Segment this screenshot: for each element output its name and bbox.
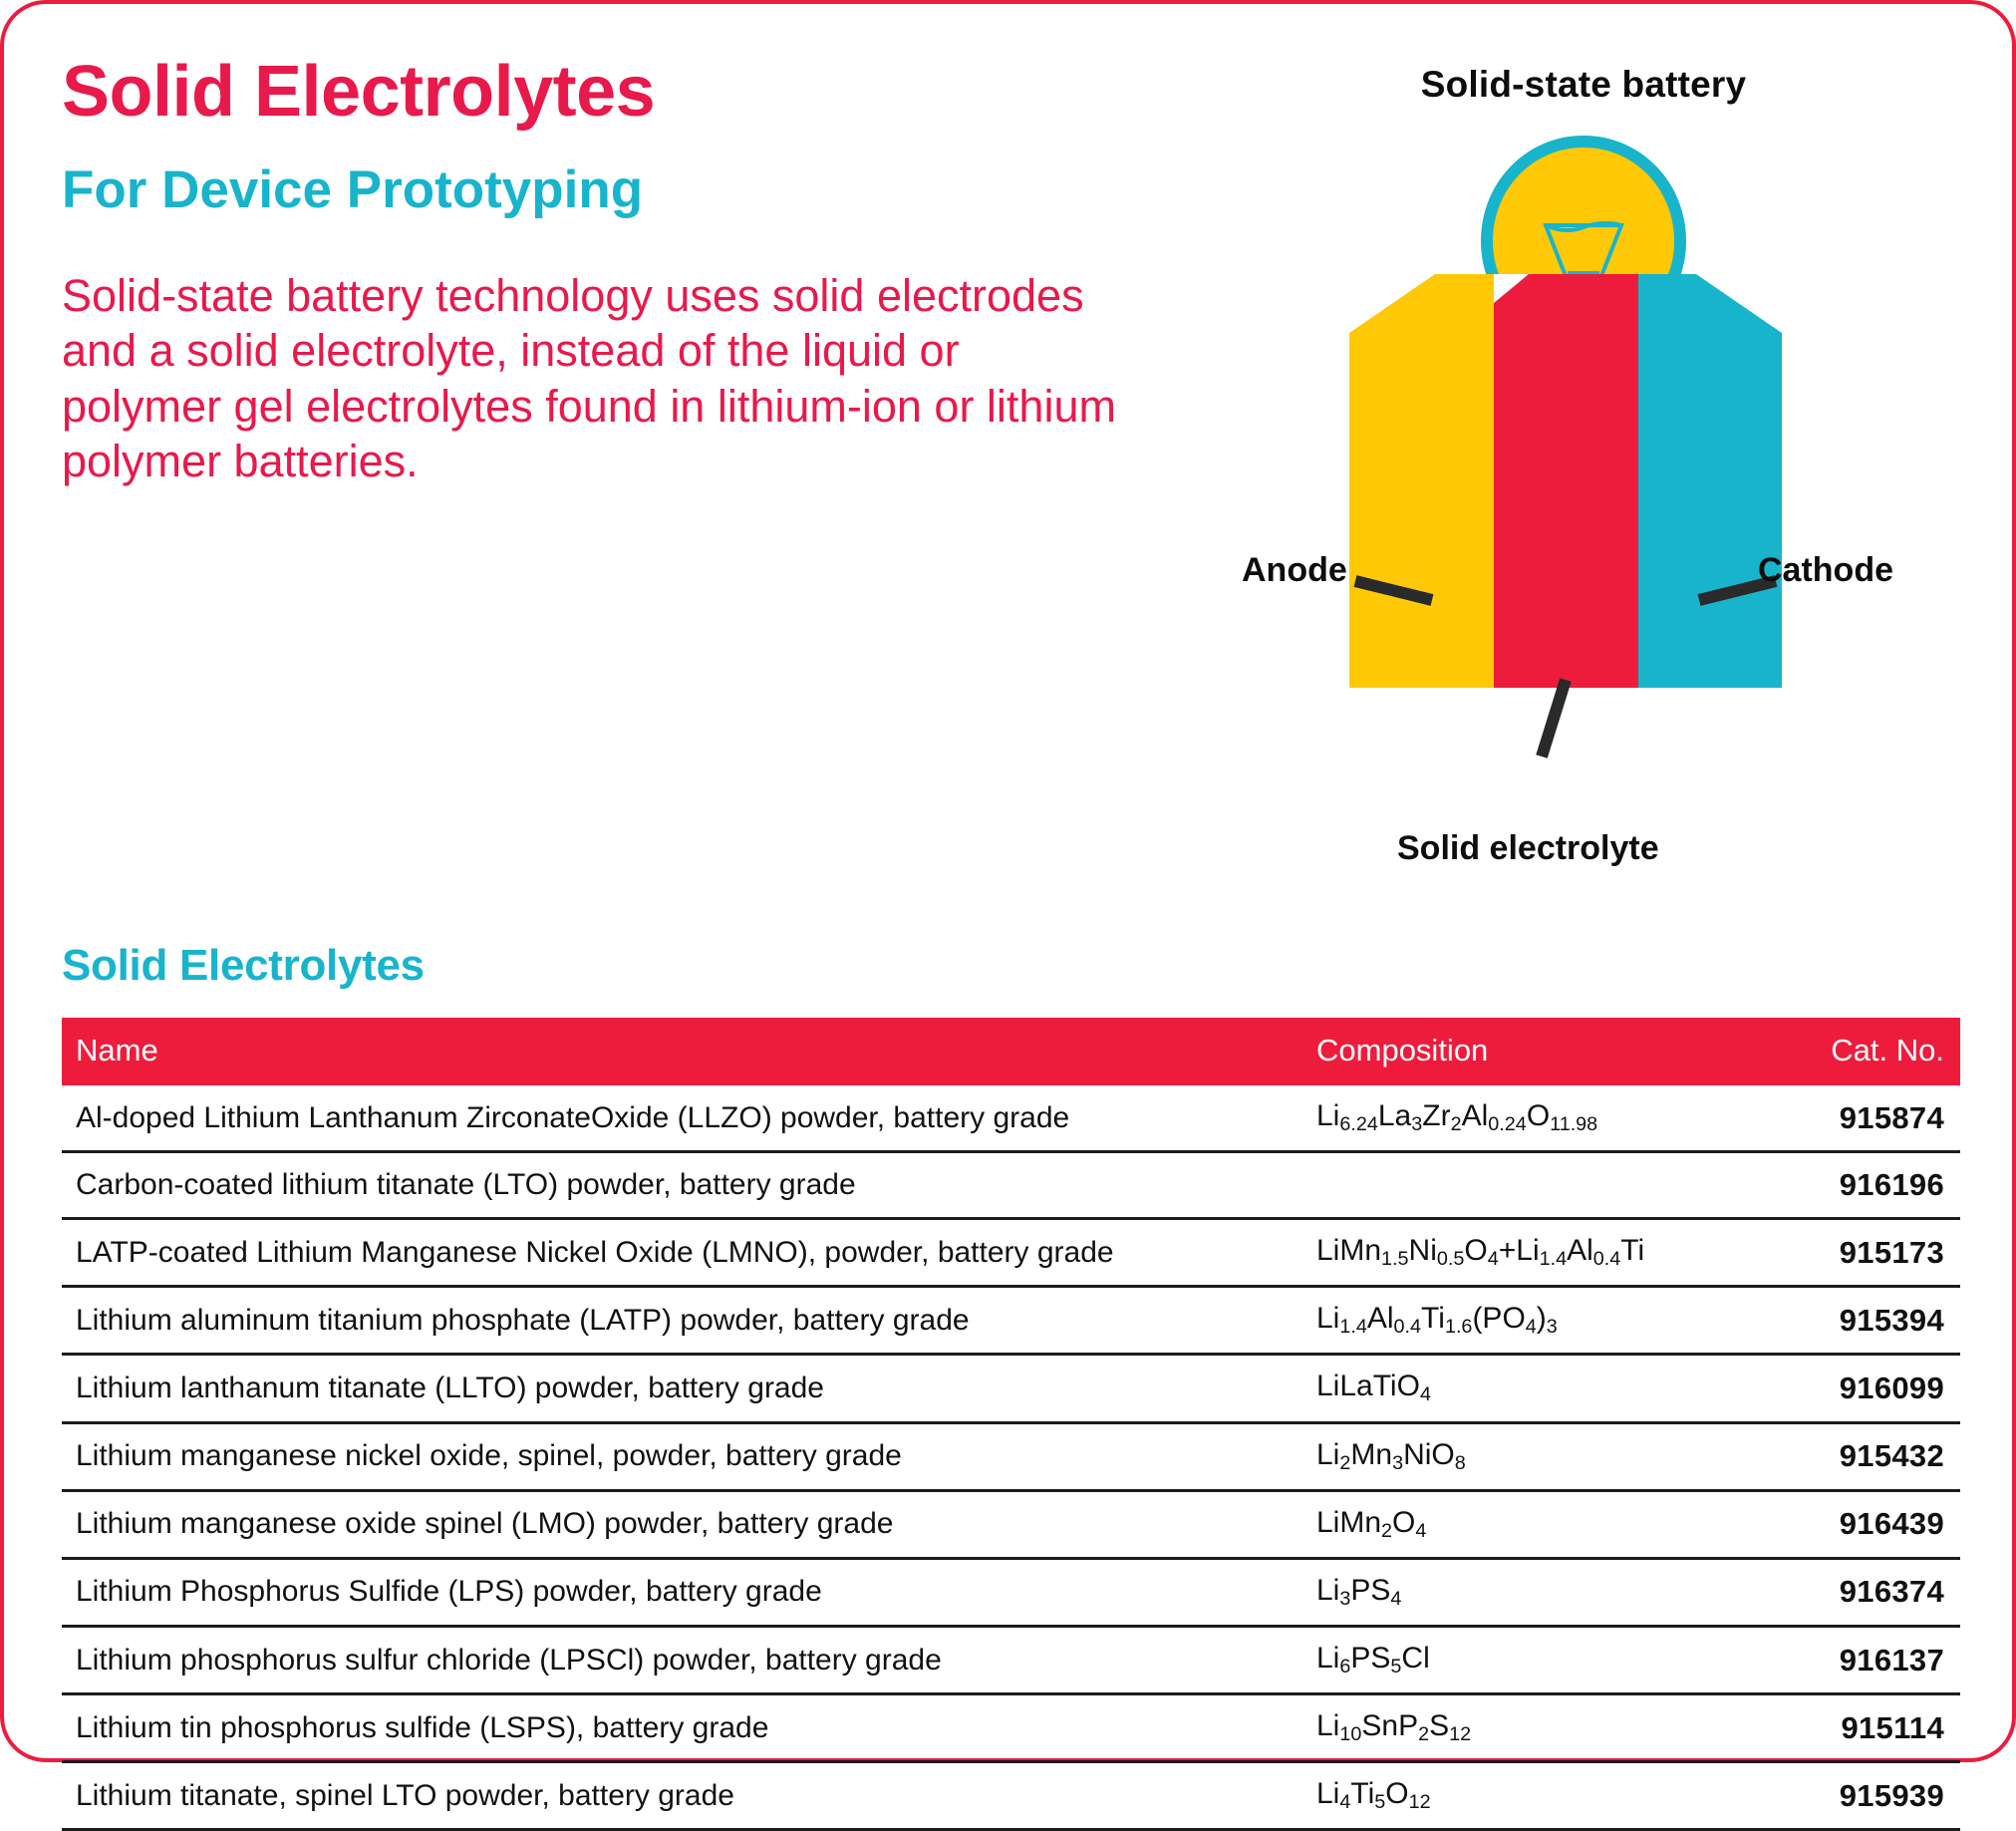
electrolyte-leader-line (1542, 680, 1566, 757)
table-header (62, 1018, 1960, 1085)
table-row (62, 1558, 1960, 1626)
solid-electrolytes-table (62, 1018, 1960, 1831)
cell-product-name: Lithium Phosphorus Sulfide (LPS) powder, battery grade (62, 1558, 1302, 1626)
table-body (62, 1085, 1960, 1830)
battery-body (1349, 274, 1782, 688)
table-row (62, 1355, 1960, 1422)
cell-catalog-number: 916374 (1781, 1558, 1960, 1626)
table-row (62, 1152, 1960, 1219)
table-row (62, 1626, 1960, 1693)
table-row (62, 1219, 1960, 1287)
cell-product-name: Al-doped Lithium Lanthanum ZirconateOxide (LLZO) powder, battery grade (62, 1085, 1302, 1152)
cell-catalog-number: 915874 (1781, 1085, 1960, 1152)
cell-product-name: Lithium phosphorus sulfur chloride (LPSCl) powder, battery grade (62, 1626, 1302, 1693)
page-title: Solid Electrolytes (62, 52, 656, 132)
column-header-composition: Composition (1302, 1018, 1781, 1085)
cell-composition (1302, 1152, 1781, 1219)
cell-product-name: Lithium aluminum titanium phosphate (LATP) powder, battery grade (62, 1287, 1302, 1355)
cell-catalog-number: 915114 (1781, 1694, 1960, 1762)
label-solid-electrolyte: Solid electrolyte (1397, 829, 1659, 867)
column-header-name: Name (62, 1018, 1302, 1085)
cell-composition: $Li_{6.24}La_3Zr_2Al_{0.24}O_{11.98}$ (1302, 1085, 1781, 1152)
cell-composition: $Li_4Ti_5O_{12}$ (1302, 1762, 1781, 1830)
cell-catalog-number: 915432 (1781, 1422, 1960, 1490)
table-header-row (62, 1018, 1960, 1085)
solid-state-battery-diagram (1190, 54, 1977, 881)
table-row (62, 1490, 1960, 1558)
table-row (62, 1287, 1960, 1355)
cell-catalog-number: 916196 (1781, 1152, 1960, 1219)
cell-product-name: Lithium titanate, spinel LTO powder, battery grade (62, 1762, 1302, 1830)
label-anode: Anode (1242, 551, 1347, 589)
column-header-catalog: Cat. No. (1781, 1018, 1960, 1085)
section-heading: Solid Electrolytes (62, 941, 425, 990)
cell-product-name: Lithium manganese nickel oxide, spinel, powder, battery grade (62, 1422, 1302, 1490)
table-row (62, 1694, 1960, 1762)
cell-product-name: LATP-coated Lithium Manganese Nickel Oxide (LMNO), powder, battery grade (62, 1219, 1302, 1287)
cell-composition: $LiMn_{1.5}Ni_{0.5}O_4+Li_{1.4}Al_{0.4}Ti$ (1302, 1219, 1781, 1287)
cell-composition: $Li_3PS_4$ (1302, 1558, 1781, 1626)
intro-paragraph: Solid-state battery technology uses solid electrodes and a solid electrolyte, instead of the liquid or polymer gel electrolytes found in lithium-ion or lithium polymer batteries. (62, 270, 1116, 487)
cell-product-name: Lithium manganese oxide spinel (LMO) powder, battery grade (62, 1490, 1302, 1558)
table-row (62, 1085, 1960, 1152)
cell-composition: $Li_6PS_5Cl$ (1302, 1626, 1781, 1693)
cell-composition: LiLaTiO$_4$ (1302, 1355, 1781, 1422)
table-row (62, 1762, 1960, 1830)
cell-composition: $Li_2Mn_3NiO_8$ (1302, 1422, 1781, 1490)
battery-illustration-svg (1190, 54, 1977, 881)
cell-catalog-number: 915173 (1781, 1219, 1960, 1287)
cell-product-name: Carbon-coated lithium titanate (LTO) powder, battery grade (62, 1152, 1302, 1219)
cell-catalog-number: 915939 (1781, 1762, 1960, 1830)
page-subtitle: For Device Prototyping (62, 160, 644, 219)
solid-electrolytes-section (62, 941, 1960, 1831)
label-cathode: Cathode (1758, 551, 1893, 589)
cell-catalog-number: 916099 (1781, 1355, 1960, 1422)
cell-catalog-number: 916137 (1781, 1626, 1960, 1693)
cell-product-name: Lithium lanthanum titanate (LLTO) powder, battery grade (62, 1355, 1302, 1422)
cell-composition: $Li_{1.4}Al_{0.4}Ti_{1.6}(PO_4)_3$ (1302, 1287, 1781, 1355)
cell-catalog-number: 916439 (1781, 1490, 1960, 1558)
table-row (62, 1422, 1960, 1490)
cell-catalog-number: 915394 (1781, 1287, 1960, 1355)
cell-composition: $LiMn_2O_4$ (1302, 1490, 1781, 1558)
hero-section (62, 52, 1148, 488)
cell-composition: $Li_{10}SnP_2S_{12}$ (1302, 1694, 1781, 1762)
diagram-title: Solid-state battery (1420, 64, 1747, 105)
cell-product-name: Lithium tin phosphorus sulfide (LSPS), battery grade (62, 1694, 1302, 1762)
